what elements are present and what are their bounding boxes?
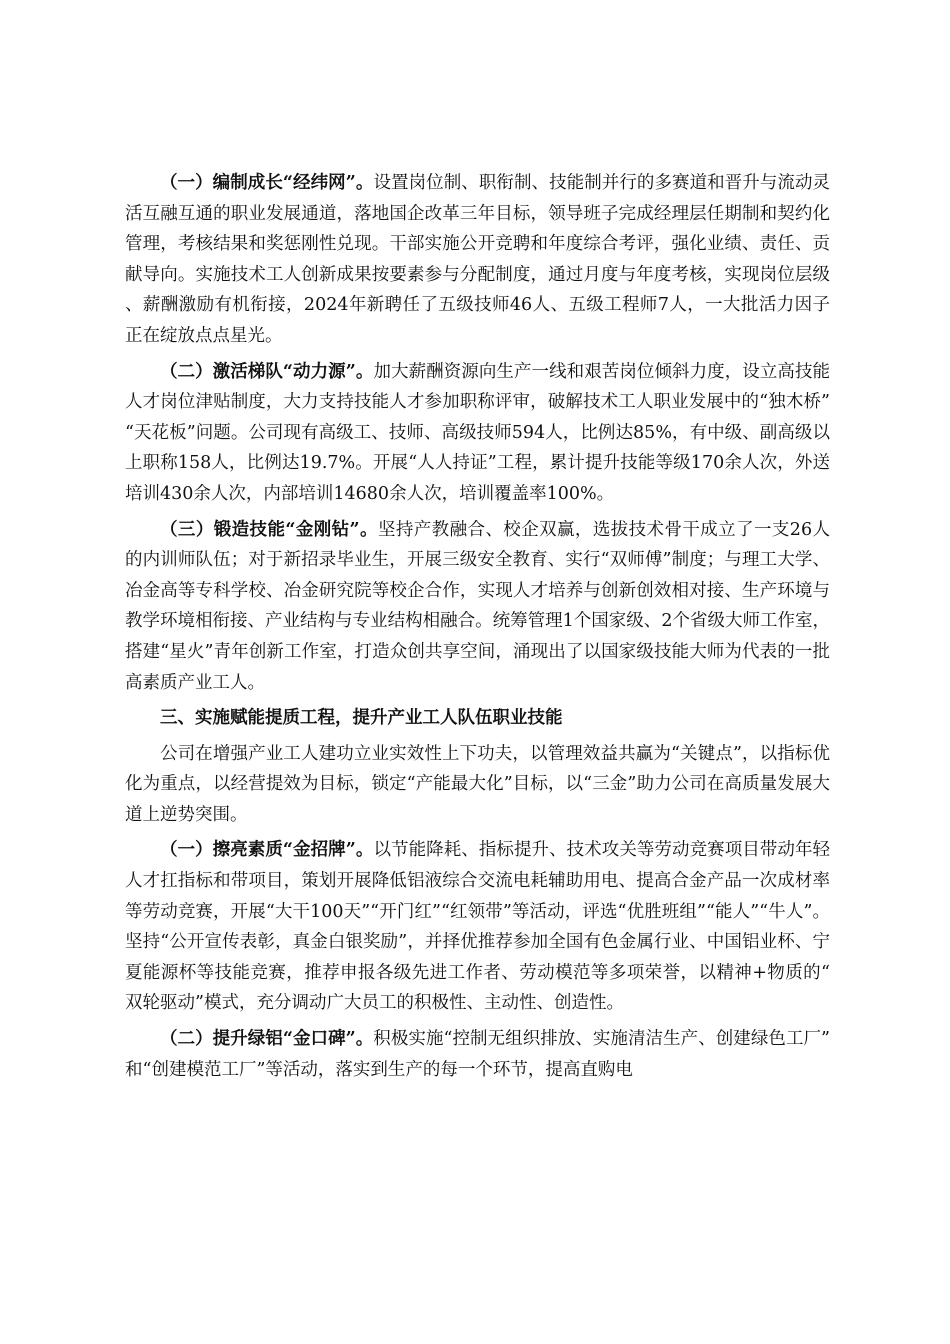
paragraph-body: 坚持产教融合、校企双赢，选拔技术骨干成立了一支26人的内训师队伍；对于新招录毕业生，开展三级安全教育、实行“双师傅”制度；与理工大学、冶金高等专科学校、冶金研究院等校企合作，实现人才培养与创新创效相对接、生产环境与教学环境相衔接、产业结构与专业结构相融合。统筹管理1个国家级、2个省级大师工作室，搭建“星火”青年创新工作室，打造众创共享空间，涌现出了以国家级技能大师为代表的一批高素质产业工人。 [125, 519, 830, 693]
paragraph-green-aluminum [125, 1024, 830, 1085]
section-heading: 三、实施赋能提质工程，提升产业工人队伍职业技能 [160, 708, 563, 729]
paragraph-lead: （一）编制成长“经纬网”。 [160, 173, 374, 193]
paragraph-lead: （三）锻造技能“金刚钻”。 [160, 519, 378, 540]
paragraph-lead: （一）擦亮素质“金招牌”。 [160, 840, 374, 861]
paragraph-career-network [125, 168, 830, 352]
paragraph-body: 公司在增强产业工人建功立业实效性上下功夫，以管理效益共赢为“关键点”，以指标优化为重点，以经营提效为目标，锁定“产能最大化”目标，以“三金”助力公司在高质量发展大道上逆势突围。 [125, 743, 830, 825]
paragraph-quality-brand [125, 835, 830, 1019]
paragraph-body: 积极实施“控制无组织排放、实施清洁生产、创建绿色工厂”和“创建模范工厂”等活动，落实到生产的每一个环节，提高直购电 [125, 1029, 830, 1080]
paragraph-lead: （二）提升绿铝“金口碑”。 [160, 1029, 374, 1050]
paragraph-lead: （二）激活梯队“动力源”。 [160, 361, 374, 382]
paragraph-body: 以节能降耗、指标提升、技术攻关等劳动竞赛项目带动年轻人才扛指标和带项目，策划开展降低铝液综合交流电耗辅助用电、提高合金产品一次成材率等劳动竞赛，开展“大干100天”“开门红”“红领带”等活动，评选“优胜班组”“能人”“牛人”。坚持“公开宣传表彰，真金白银奖励”，并择优推荐参加全国有色金属行业、中国铝业杯、宁夏能源杯等技能竞赛，推荐申报各级先进工作者、劳动模范等多项荣誉，以精神+物质的“双轮驱动”模式，充分调动广大员工的积极性、主动性、创造性。 [125, 840, 831, 1014]
document-page [125, 168, 830, 1090]
paragraph-section-intro [125, 739, 830, 831]
paragraph-skill-forging [125, 515, 830, 699]
paragraph-talent-ladder [125, 357, 830, 510]
paragraph-body: 设置岗位制、职衔制、技能制并行的多赛道和晋升与流动灵活互融互通的职业发展通道，落地国企改革三年目标，领导班子完成经理层任期制和契约化管理，考核结果和奖惩刚性兑现。干部实施公开竞聘和年度综合考评，强化业绩、责任、贡献导向。实施技术工人创新成果按要素参与分配制度，通过月度与年度考核，实现岗位层级、薪酬激励有机衔接，2024年新聘任了五级技师46人、五级工程师7人，一大批活力因子正在绽放点点星光。 [125, 173, 831, 346]
paragraph-body: 加大薪酬资源向生产一线和艰苦岗位倾斜力度，设立高技能人才岗位津贴制度，大力支持技能人才参加职称评审，破解技术工人职业发展中的“独木桥”“天花板”问题。公司现有高级工、技师、高级技师594人，比例达85%，有中级、副高级以上职称158人，比例达19.7%。开展“人人持证”工程，累计提升技能等级170余人次，外送培训430余人次，内部培训14680余人次，培训覆盖率100%。 [125, 361, 831, 504]
